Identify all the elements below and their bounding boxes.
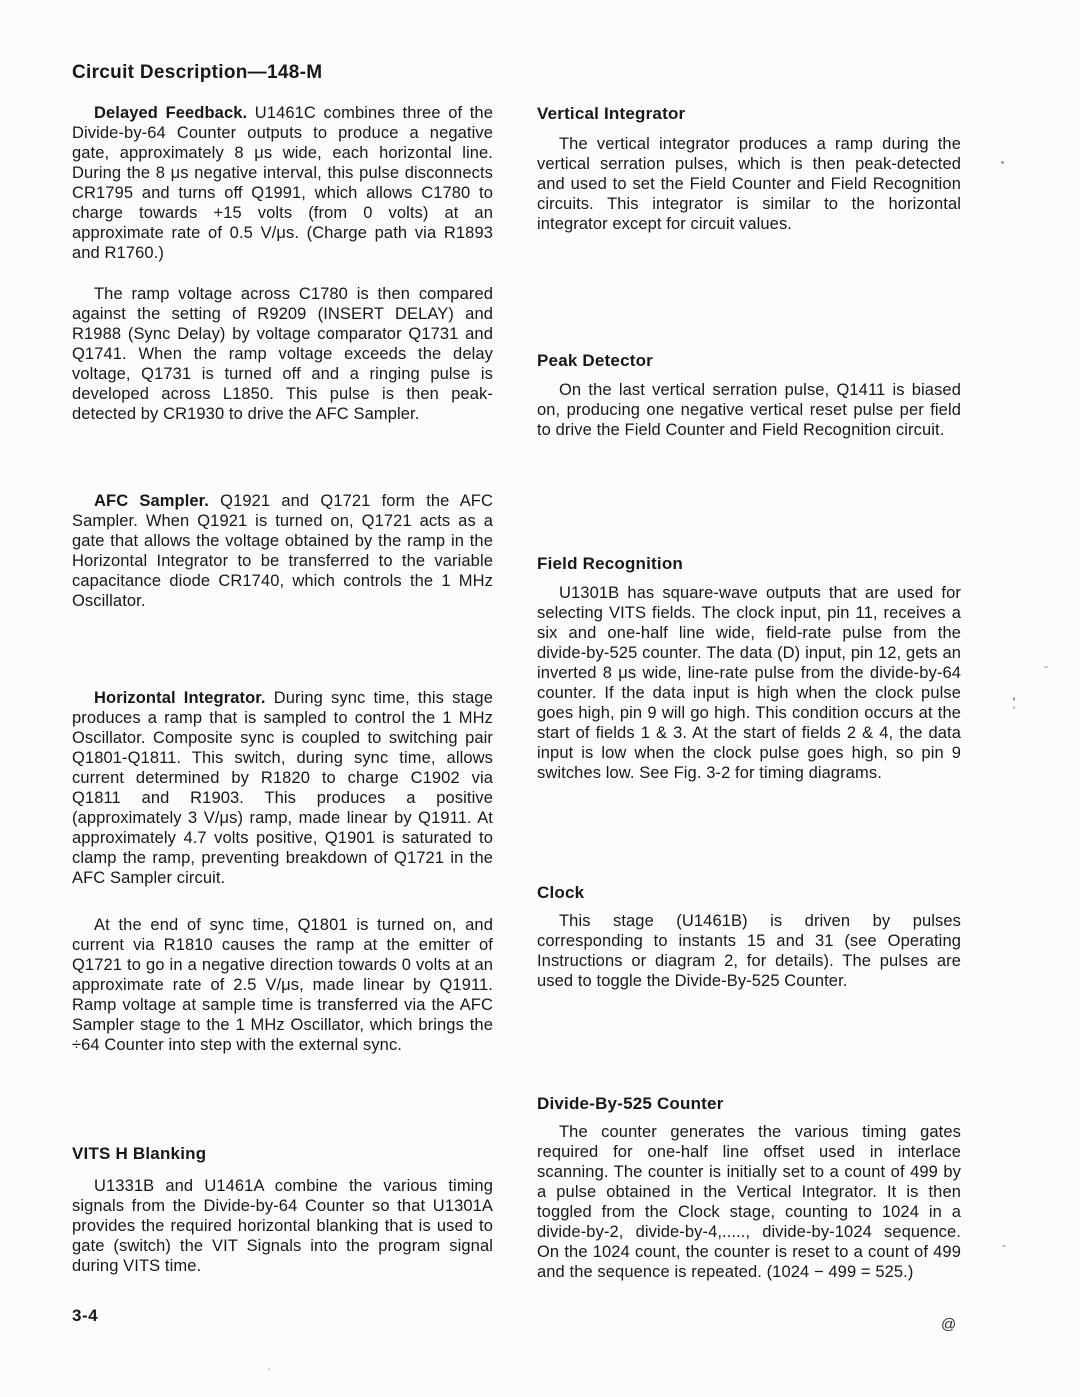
- heading-vits-h-blanking: VITS H Blanking: [72, 1144, 207, 1163]
- page-number: 3-4: [72, 1306, 99, 1325]
- paragraph-body-horizontal-integrator: During sync time, this stage produces a ramp that is sampled to control the 1 MHz Oscillator. Composite sync is coupled to switching pair Q1801-Q1811. This switch, during sync time, allows current determined by R1820 to charge C1902 via Q1811 and R1903. This produces a positive (approximately 3 V/μs) ramp, made linear by Q1911. At approximately 4.7 volts positive, Q1901 is saturated to clamp the ramp, preventing breakdown of Q1721 in the AFC Sampler circuit.: [72, 689, 493, 887]
- paragraph-vertical-integrator: The vertical integrator produces a ramp during the vertical serration pulses, which is then peak-detected and used to set the Field Counter and Field Recognition circuits. This integrator is similar to the horizontal integrator except for circuit values.: [537, 135, 961, 233]
- scan-speck: [1001, 161, 1004, 164]
- heading-divide-by-525-counter: Divide-By-525 Counter: [537, 1094, 724, 1113]
- heading-field-recognition: Field Recognition: [537, 554, 684, 573]
- paragraph-ramp-compare: The ramp voltage across C1780 is then compared against the setting of R9209 (INSERT DELAY) and R1988 (Sync Delay) by voltage comparator Q1731 and Q1741. When the ramp voltage exceeds the delay voltage, Q1731 is turned off and a ringing pulse is developed across L1850. This pulse is then peak-detected by CR1930 to drive the AFC Sampler.: [72, 285, 493, 423]
- heading-vertical-integrator: Vertical Integrator: [537, 104, 686, 123]
- paragraph-field-recognition: U1301B has square-wave outputs that are used for selecting VITS fields. The clock input, pin 11, receives a six and one-half line wide, field-rate pulse from the divide-by-525 counter. The data (D) input, pin 12, gets an inverted 8 μs wide, line-rate pulse from the divide-by-64 counter. If the data input is high when the clock pulse goes high, pin 9 will go high. This condition occurs at the start of fields 1 & 3. At the start of fields 2 & 4, the data input is low when the clock pulse goes high, so pin 9 switches low. See Fig. 3-2 for timing diagrams.: [537, 584, 961, 782]
- scan-speck: [1044, 666, 1048, 668]
- paragraph-end-of-sync: At the end of sync time, Q1801 is turned on, and current via R1810 causes the ramp at the emitter of Q1721 to go in a negative direction towards 0 volts at an approximate rate of 2.5 V/μs, made linear by Q1911. Ramp voltage at sample time is transferred via the AFC Sampler stage to the 1 MHz Oscillator, which brings the ÷64 Counter into step with the external sync.: [72, 916, 493, 1054]
- scan-speck: [1002, 1245, 1006, 1247]
- scan-speck: [268, 1368, 270, 1370]
- scan-speck: [1013, 697, 1015, 701]
- paragraph-clock: This stage (U1461B) is driven by pulses corresponding to instants 15 and 31 (see Operating Instructions or diagram 2, for details). The pulses are used to toggle the Divide-By-525 Counter.: [537, 912, 961, 990]
- paragraph-divide-by-525-counter: The counter generates the various timing gates required for one-half line offset used in interlace scanning. The counter is initially set to a count of 499 by a pulse obtained in the Vertical Integrator. It is then toggled from the Clock stage, counting to 1024 in a divide-by-2, divide-by-4,....., divide-by-1024 sequence. On the 1024 count, the counter is reset to a count of 499 and the sequence is repeated. (1024 − 499 = 525.): [537, 1123, 961, 1281]
- paragraph-lead-delayed-feedback: Delayed Feedback.: [94, 104, 248, 122]
- paragraph-delayed-feedback: [72, 103, 493, 263]
- paragraph-body-delayed-feedback: U1461C combines three of the Divide-by-64 Counter outputs to produce a negative gate, approximately 8 μs wide, each horizontal line. During the 8 μs negative interval, this pulse disconnects CR1795 and turns off Q1991, which allows C1780 to charge towards +15 volts (from 0 volts) at an approximate rate of 0.5 V/μs. (Charge path via R1893 and R1760.): [72, 104, 493, 262]
- paragraph-afc-sampler: [72, 491, 493, 611]
- paragraph-lead-afc-sampler: AFC Sampler.: [94, 492, 209, 510]
- heading-clock: Clock: [537, 883, 585, 902]
- right-column: [537, 0, 961, 1397]
- printers-mark: @: [941, 1316, 957, 1333]
- paragraph-peak-detector: On the last vertical serration pulse, Q1411 is biased on, producing one negative vertical reset pulse per field to drive the Field Counter and Field Recognition circuit.: [537, 381, 961, 439]
- heading-peak-detector: Peak Detector: [537, 351, 653, 370]
- paragraph-horizontal-integrator: [72, 688, 493, 888]
- paragraph-lead-horizontal-integrator: Horizontal Integrator.: [94, 689, 266, 707]
- paragraph-vits-h-blanking: U1331B and U1461A combine the various timing signals from the Divide-by-64 Counter so that U1301A provides the required horizontal blanking that is used to gate (switch) the VIT Signals into the program signal during VITS time.: [72, 1177, 493, 1275]
- page-title: Circuit Description—148-M: [72, 62, 323, 83]
- paragraph-body-afc-sampler: Q1921 and Q1721 form the AFC Sampler. When Q1921 is turned on, Q1721 acts as a gate that allows the voltage obtained by the ramp in the Horizontal Integrator to be transferred to the variable capacitance diode CR1740, which controls the 1 MHz Oscillator.: [72, 492, 493, 610]
- scan-speck: [1013, 706, 1015, 709]
- left-column: [72, 0, 493, 1397]
